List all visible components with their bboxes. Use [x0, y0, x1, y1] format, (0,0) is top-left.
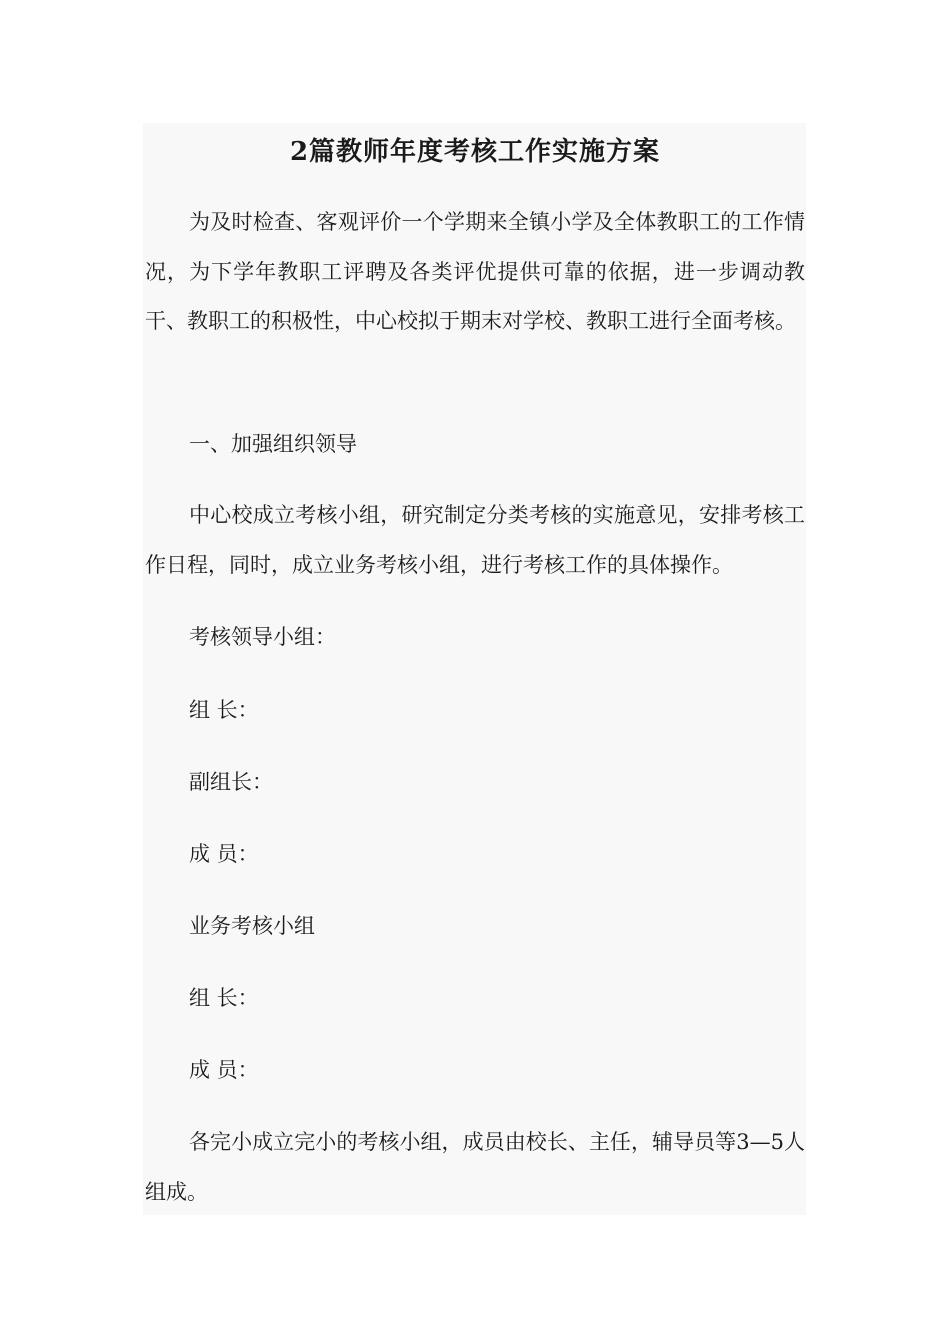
business-leader-label: 组 长： [189, 986, 259, 1010]
leader-label: 组 长： [189, 698, 259, 722]
intro-paragraph: 为及时检查、客观评价一个学期来全镇小学及全体教职工的工作情况，为下学年教职工评聘及各类评优提供可靠的依据，进一步调动教干、教职工的积极性，中心校拟于期末对学校、教职工进行全面考核。 [145, 210, 805, 333]
business-members-label: 成 员： [189, 1058, 259, 1082]
business-group-label: 业务考核小组 [189, 914, 315, 938]
section-heading: 一、加强组织领导 [189, 432, 357, 456]
deputy-leader-label: 副组长： [189, 770, 273, 794]
members-label: 成 员： [189, 842, 259, 866]
section-paragraph: 中心校成立考核小组，研究制定分类考核的实施意见，安排考核工作日程，同时，成立业务考核小组，进行考核工作的具体操作。 [145, 503, 805, 577]
leadership-group-label: 考核领导小组： [189, 625, 336, 649]
document-title: 2篇教师年度考核工作实施方案 [289, 137, 661, 167]
school-group-paragraph: 各完小成立完小的考核小组，成员由校长、主任，辅导员等3—5人组成。 [145, 1130, 805, 1204]
